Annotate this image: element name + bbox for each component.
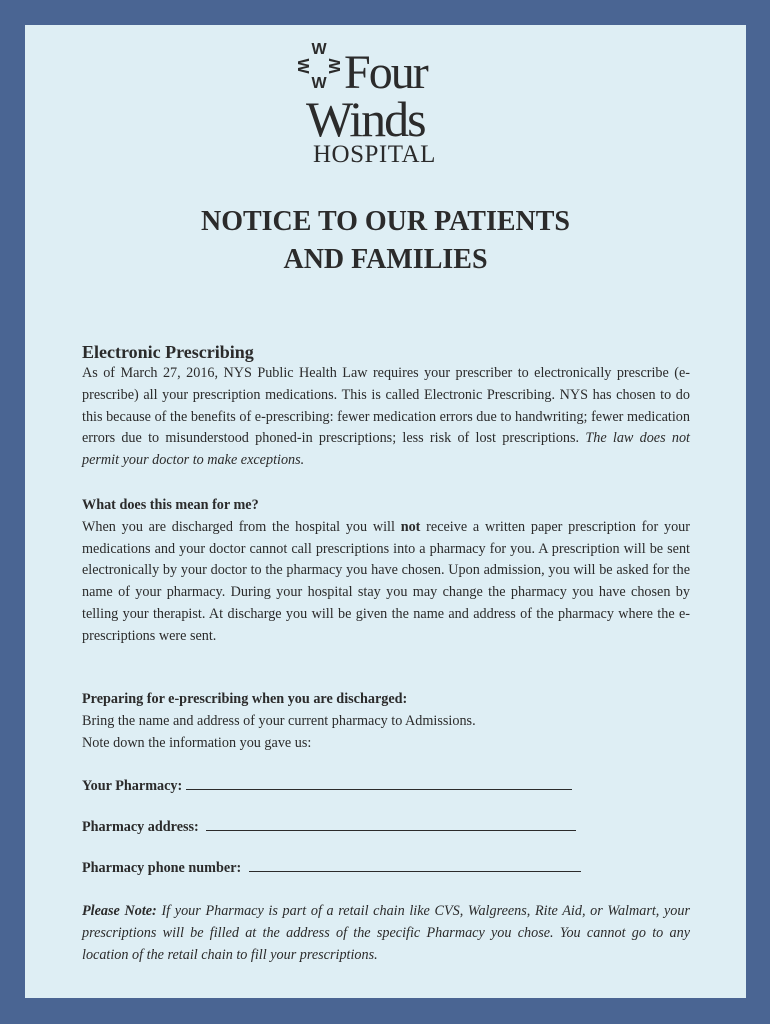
pharmacy-phone-input-line[interactable]	[249, 857, 581, 872]
what-it-means-text-1: When you are discharged from the hospital you will	[82, 518, 401, 535]
pharmacy-name-field-row	[82, 775, 690, 798]
page-title-line-2: AND FAMILIES	[283, 244, 488, 275]
what-it-means-body	[82, 517, 690, 648]
logo-four-text: Four	[344, 46, 427, 99]
preparing-line-1: Bring the name and address of your current pharmacy to Admissions.	[82, 712, 476, 729]
please-note-paragraph	[82, 901, 690, 966]
please-note-label: Please Note:	[82, 903, 157, 919]
electronic-prescribing-section	[82, 341, 690, 472]
preparing-line-2: Note down the information you gave us:	[82, 734, 312, 751]
logo-winds-text: Winds	[306, 91, 425, 147]
pharmacy-address-label: Pharmacy address:	[82, 819, 199, 835]
pharmacy-phone-field-row	[82, 857, 690, 880]
compass-letter-bottom: W	[311, 75, 327, 92]
pharmacy-address-input-line[interactable]	[206, 816, 576, 831]
pharmacy-address-field-row	[82, 816, 690, 839]
four-winds-logo	[293, 39, 473, 169]
section-heading-what-it-means: What does this mean for me?	[82, 497, 259, 513]
compass-letter-top: W	[311, 41, 327, 58]
page-title-line-1: NOTICE TO OUR PATIENTS	[200, 206, 571, 237]
emphasis-not: not	[400, 518, 421, 535]
document-page	[25, 25, 746, 998]
preparing-section	[82, 689, 690, 754]
compass-letter-left: W	[294, 58, 311, 74]
pharmacy-name-label: Your Pharmacy:	[82, 778, 183, 794]
electronic-prescribing-text: As of March 27, 2016, NYS Public Health Law requires your prescriber to electronically prescribe (e-prescribe) all your prescription medications. This is called Electronic Prescribing. NYS has chosen to do this because of the benefits of e-prescribing: fewer medication errors due to handwriting; fewer medication errors due to misunderstood phoned-in prescriptions; less risk of lost prescriptions.	[82, 365, 690, 447]
compass-letter-right: W	[327, 58, 344, 74]
logo-hospital-text: HOSPITAL	[313, 141, 436, 168]
pharmacy-name-input-line[interactable]	[186, 775, 572, 790]
pharmacy-phone-label: Pharmacy phone number:	[82, 860, 242, 876]
electronic-prescribing-body	[82, 363, 690, 472]
no-exceptions-note: The law does not permit your doctor to make exceptions.	[82, 430, 690, 469]
please-note-text: If your Pharmacy is part of a retail chain like CVS, Walgreens, Rite Aid, or Walmart, your prescriptions will be filled at the address of the specific Pharmacy you chose. You cannot go to any location of the retail chain to fill your prescriptions.	[82, 903, 690, 963]
what-it-means-text-2: receive a written paper prescription for your medications and your doctor cannot call prescriptions into a pharmacy for you. A prescription will be sent electronically by your doctor to the pharmacy you have chosen. Upon admission, you will be asked for the name of your pharmacy. During your hospital stay you may change the pharmacy you have chosen by telling your therapist. At discharge you will be given the name and address of the pharmacy where the e-prescriptions were sent.	[82, 518, 690, 644]
section-heading-preparing: Preparing for e-prescribing when you are discharged:	[82, 691, 408, 707]
what-it-means-section	[82, 495, 690, 648]
section-heading-electronic-prescribing: Electronic Prescribing	[82, 342, 254, 362]
